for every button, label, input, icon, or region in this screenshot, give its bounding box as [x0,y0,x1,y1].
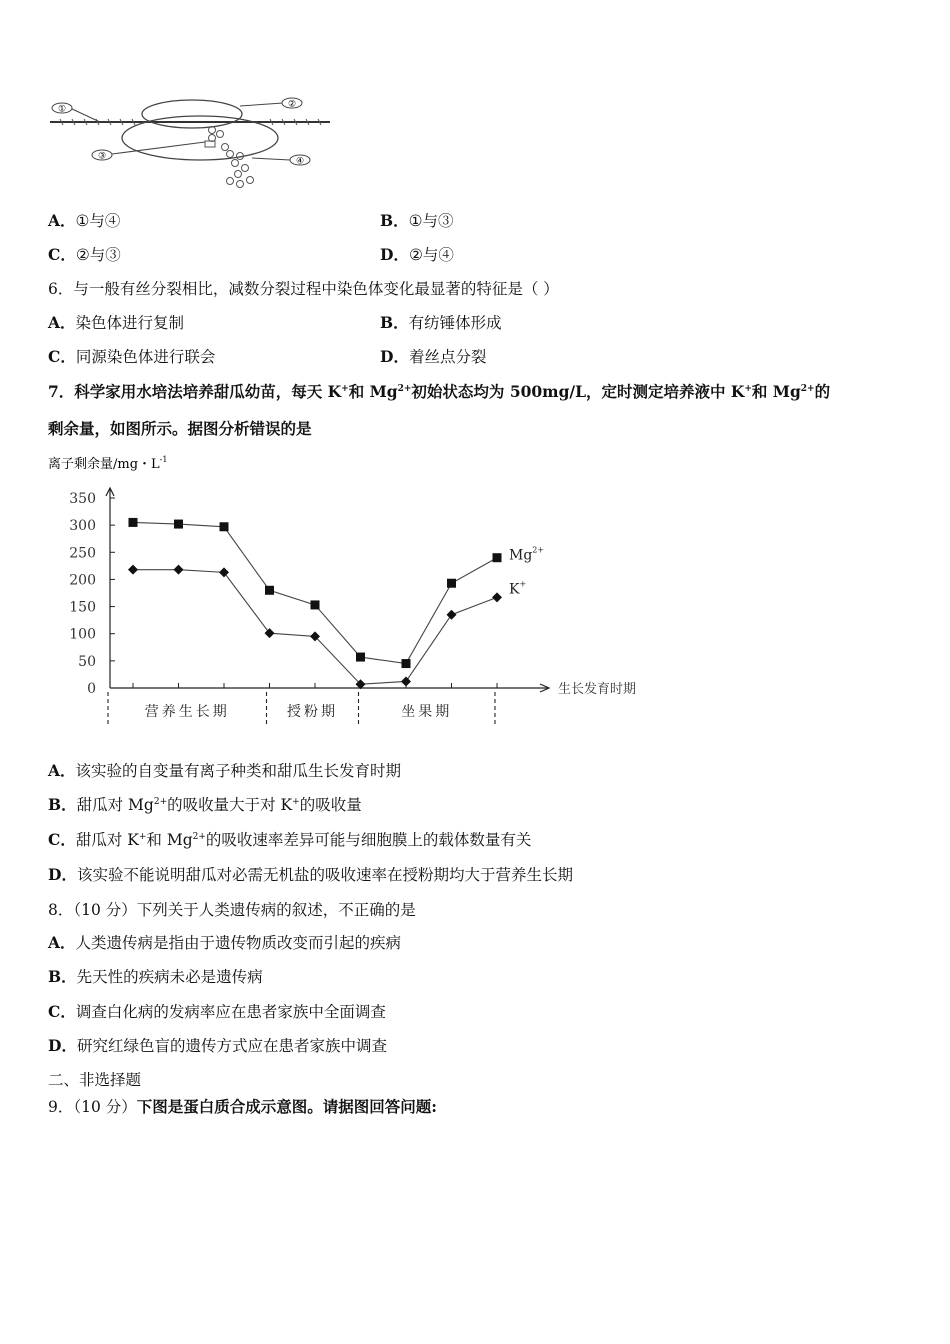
y-tick-label: 100 [69,626,96,643]
legend-K: K+ [509,579,527,598]
series-line-Mg [133,522,497,663]
q5-option-a: A．①与④ [48,211,121,230]
point-Mg [311,600,320,609]
chart-xlabel: 生长发育时期 [558,682,637,697]
period-label: 坐果期 [401,704,453,720]
q8-option-d: D．研究红绿色盲的遗传方式应在患者家族中调查 [48,1036,387,1055]
q7-option-d: D．该实验不能说明甜瓜对必需无机盐的吸收速率在授粉期均大于营养生长期 [48,865,573,884]
point-Mg [447,579,456,588]
point-Mg [220,522,229,531]
y-tick-label: 250 [69,545,96,562]
series-line-K [133,570,497,685]
q5-option-c: C．②与③ [48,245,121,264]
q6-option-b: B．有纺锤体形成 [380,313,502,332]
point-Mg [265,586,274,595]
point-Mg [493,553,502,562]
membrane-diagram [40,92,340,192]
period-label: 授粉期 [287,704,338,720]
q6-stem: 6．与一般有丝分裂相比，减数分裂过程中染色体变化最显著的特征是（ ） [48,280,559,298]
q6-option-d: D．着丝点分裂 [380,347,487,366]
y-tick-label: 0 [87,681,96,697]
q6-option-a: A．染色体进行复制 [48,313,185,332]
legend-Mg: $Mg^{2+}$ [509,545,545,564]
label-1: ① [57,104,67,115]
q6-option-c: C．同源染色体进行联会 [48,347,216,366]
q7-option-b: B．甜瓜对 $Mg^{2+}$的吸收量大于对 K+的吸收量 [48,795,362,814]
y-tick-label: 50 [78,653,96,670]
label-2: ② [287,99,297,110]
q8-option-a: A．人类遗传病是指由于遗传物质改变而引起的疾病 [48,933,402,952]
svg-text:离子剩余量/mg・L-1 [48,455,167,472]
period-label: 营养生长期 [144,704,230,720]
q8-option-c: C．调查白化病的发病率应在患者家族中全面调查 [48,1002,386,1021]
ion-chart [40,448,680,733]
q7-stem-line2: 剩余量，如图所示。据图分析错误的是 [48,419,312,438]
label-3: ③ [97,151,107,162]
y-tick-label: 350 [69,491,96,507]
point-Mg [174,520,183,529]
q8-stem: 8．（10 分）下列关于人类遗传病的叙述，不正确的是 [48,901,416,919]
q5-option-b: B．①与③ [380,211,454,230]
section-title: 二、非选择题 [48,1071,142,1089]
q8-option-b: B．先天性的疾病未必是遗传病 [48,967,263,986]
q7-option-c: C．甜瓜对 K+和 $Mg^{2+}$的吸收速率差异可能与细胞膜上的载体数量有关 [48,830,532,849]
chart-ylabel: 离子剩余量/mg・L [48,457,160,472]
point-K [265,628,275,638]
point-Mg [356,653,365,662]
q7-stem: 7．科学家用水培法培养甜瓜幼苗，每天 K+和 $Mg^{2+}$初始状态均为 500mg/L，定时测定培养液中 K+和 $Mg^{2+}$的 [48,382,831,401]
point-K [128,565,138,575]
chart-ylabel-sup: -1 [159,455,168,464]
y-tick-label: 200 [69,572,96,589]
point-K [447,610,457,620]
label-4: ④ [295,156,305,167]
q7-option-a: A．该实验的自变量有离子种类和甜瓜生长发育时期 [48,761,402,780]
q9-stem: 9．（10 分）下图是蛋白质合成示意图。请据图回答问题: [48,1097,437,1116]
y-tick-label: 150 [69,599,96,616]
y-tick-label: 300 [69,518,96,535]
q5-option-d: D．②与④ [380,245,454,264]
point-K [492,592,502,602]
point-K [401,676,411,686]
point-K [219,567,229,577]
point-K [174,565,184,575]
point-Mg [129,518,138,527]
point-Mg [402,659,411,668]
